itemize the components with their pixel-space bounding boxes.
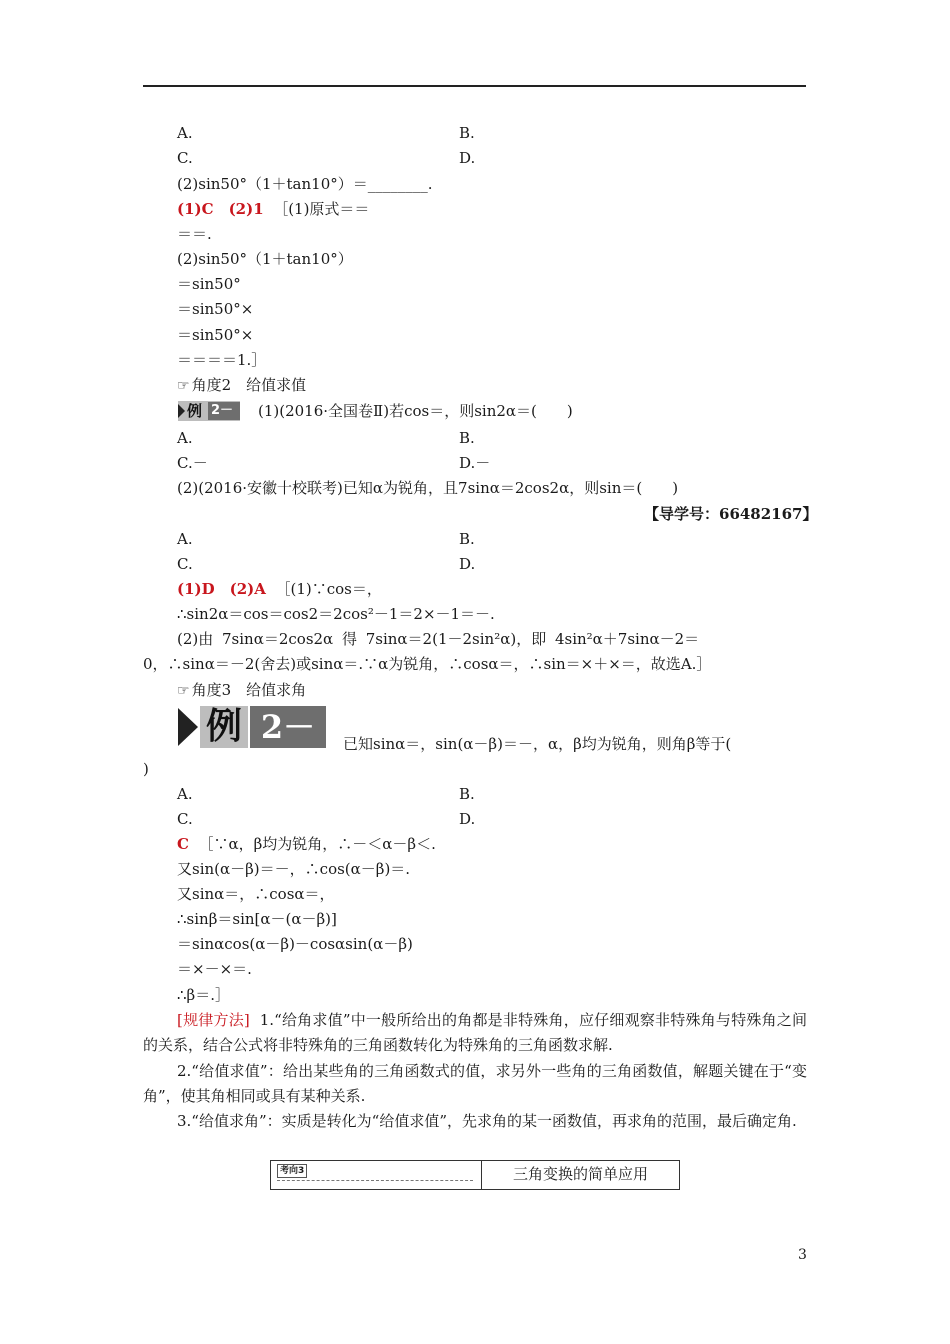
solution-text: ［(1)原式＝＝ [273, 200, 370, 218]
solution-line: 又sin(α－β)＝－，∴cos(α－β)＝. [177, 860, 411, 878]
header-rule [143, 85, 806, 87]
example-question-cont: ) [143, 760, 149, 778]
solution-line: 又sinα＝，∴cosα＝， [177, 885, 335, 903]
example-question: 已知sinα＝，sin(α－β)＝－，α，β均为锐角，则角β等于( [343, 735, 732, 753]
pointing-hand-icon: ☞ [177, 683, 190, 699]
option-d: D. [459, 555, 476, 573]
pointing-hand-icon: ☞ [177, 378, 190, 394]
example-badge-number: 2－2 [208, 402, 240, 420]
option-b: B. [459, 530, 475, 548]
answer-line [177, 199, 369, 219]
section-header-box [270, 1160, 680, 1190]
solution-text: ［(1)∵cos＝， [275, 580, 382, 598]
example-badge [178, 706, 326, 788]
solution-line: ∴sinβ＝sin[α－(α－β)] [177, 910, 337, 928]
option-b: B. [459, 785, 475, 803]
example-badge-number: 2－3 [250, 706, 326, 748]
triangle-icon [178, 404, 185, 418]
answer-line [177, 579, 382, 599]
solution-line: ＝×－×＝. [177, 960, 252, 978]
question-line: (2)(2016·安徽十校联考)已知α为锐角，且7sinα＝2cos2α，则sin＝( ) [177, 479, 679, 497]
section-title: 三角变换的简单应用 [512, 1165, 648, 1183]
solution-line: ∴β＝.］ [177, 986, 230, 1004]
solution-line: 0，∴sinα＝－2(舍去)或sinα＝.∵α为锐角，∴cosα＝，∴sin＝×＋×＝，故选A.］ [143, 655, 712, 673]
option-b: B. [459, 429, 475, 447]
solution-line: ＝sinαcos(α－β)－cosαsin(α－β) [177, 935, 413, 953]
option-c: C. [177, 810, 193, 828]
example-badge-char: 例 [200, 706, 248, 748]
option-c: C.－ [177, 454, 208, 472]
subsection-heading [177, 680, 306, 701]
subsection-title: 角度2 给值求值 [191, 376, 307, 394]
method-paragraph-2: 2.“给值求值”：给出某些角的三角函数式的值，求另外一些角的三角函数值，解题关键在于“变角”，使其角相同或具有某种关系. [143, 1062, 807, 1105]
dashed-divider [277, 1180, 473, 1181]
triangle-icon [178, 708, 198, 746]
example-badge-char: 例 [187, 402, 203, 420]
answer-key: (1)C (2)1 [177, 200, 264, 218]
example-question: (1)(2016·全国卷Ⅱ)若cos＝，则sin2α＝( ) [258, 402, 573, 420]
option-a: A. [177, 124, 193, 142]
page-number: 3 [798, 1247, 807, 1263]
option-c: C. [177, 149, 193, 167]
solution-line: ∴sin2α＝cos＝cos2＝2cos²－1＝2×－1＝－. [177, 605, 495, 623]
option-c: C. [177, 555, 193, 573]
method-text: 1.“给角求值”中一般所给出的角都是非特殊角，应仔细观察非特殊角与特殊角之间的关系，结合公式将非特殊角的三角函数转化为特殊角的三角函数求解. [143, 1011, 807, 1054]
solution-line: (2)由 7sinα＝2cos2α 得 7sinα＝2(1－2sin²α)，即 4sin²α＋7sinα－2＝ [177, 630, 700, 648]
solution-line: ＝sin50° [177, 275, 241, 293]
option-a: A. [177, 530, 193, 548]
subsection-title: 角度3 给值求角 [191, 681, 307, 699]
example-badge [178, 401, 240, 436]
option-d: D.－ [459, 454, 491, 472]
option-a: A. [177, 429, 193, 447]
method-paragraph-1 [143, 1008, 807, 1058]
section-tag-cell [271, 1161, 482, 1189]
method-label: [规律方法] [177, 1011, 250, 1029]
solution-line: ＝＝＝＝1.］ [177, 351, 267, 369]
solution-line: ＝sin50°× [177, 326, 254, 344]
option-d: D. [459, 149, 476, 167]
answer-line [177, 834, 436, 854]
solution-text: ［∵α，β均为锐角，∴－＜α－β＜. [198, 835, 436, 853]
option-a: A. [177, 785, 193, 803]
section-tag: 考向3 [277, 1164, 307, 1178]
answer-key: C [177, 835, 189, 853]
solution-line: ＝＝. [177, 225, 212, 243]
option-b: B. [459, 124, 475, 142]
option-d: D. [459, 810, 476, 828]
solution-line: (2)sin50°（1＋tan10°） [177, 250, 353, 268]
answer-key: (1)D (2)A [177, 580, 266, 598]
solution-line: ＝sin50°× [177, 300, 254, 318]
subsection-heading [177, 375, 306, 396]
method-paragraph-3: 3.“给值求角”：实质是转化为“给值求值”，先求角的某一函数值，再求角的范围，最后确定角. [177, 1112, 797, 1130]
guide-number: 【导学号：66482167】 [644, 505, 818, 523]
question-line: (2)sin50°（1＋tan10°）＝________. [177, 175, 433, 193]
